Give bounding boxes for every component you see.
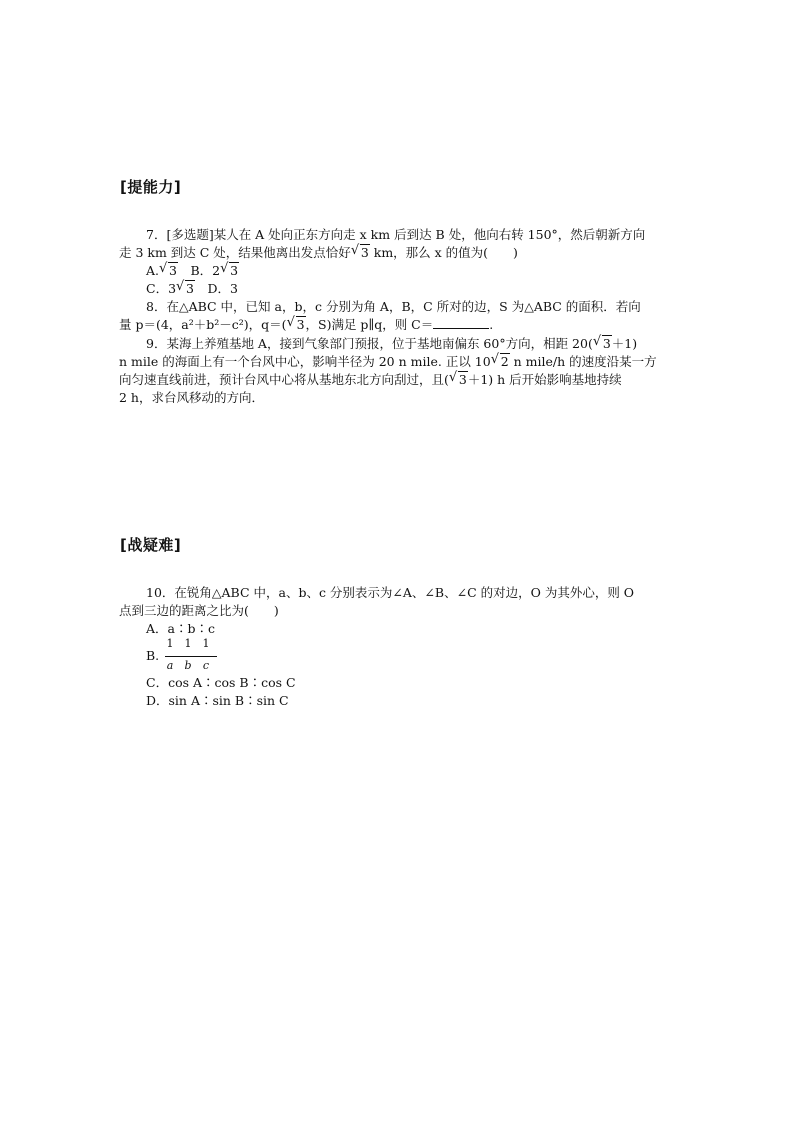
q7-option-b-radicand: 3 xyxy=(230,263,239,278)
q7-line-2 xyxy=(119,245,518,261)
q7-options-ab xyxy=(146,263,239,279)
sqrt-symbol xyxy=(177,281,195,297)
q9-line-3-text-a: 向匀速直线前进，预计台风中心将从基地东北方向刮过，且( xyxy=(119,372,449,387)
q7-option-a-radicand: 3 xyxy=(169,263,177,278)
q10-option-a: A．a∶b∶c xyxy=(146,621,215,636)
fraction-denominator: b xyxy=(184,659,192,672)
q7-option-c-radicand: 3 xyxy=(186,281,194,296)
q9-line-2-text-a: n mile 的海面上有一个台风中心，影响半径为 20 n mile. 正以 10 xyxy=(119,354,491,369)
q10-option-b-denominators xyxy=(161,659,215,672)
q9-line-1-text-a: 9．某海上养殖基地 A，接到气象部门预报，位于基地南偏东 60°方向，相距 20( xyxy=(146,336,593,351)
q10-line-2: 点到三边的距离之比为( ) xyxy=(119,603,279,618)
answer-blank xyxy=(433,317,489,329)
q8-radicand: 3 xyxy=(296,317,305,332)
q7-radicand: 3 xyxy=(360,245,369,260)
fraction-numerator: 1 xyxy=(184,637,192,650)
q9-line-2-radicand: 2 xyxy=(500,354,509,369)
q7-option-b-label: B．2 xyxy=(177,263,221,278)
q10-option-d: D．sin A∶sin B∶sin C xyxy=(146,693,289,708)
q9-line-3-radicand: 3 xyxy=(458,372,467,387)
fraction-numerator: 1 xyxy=(166,637,174,650)
q8-line-1: 8．在△ABC 中，已知 a，b，c 分别为角 A，B，C 所对的边，S 为△ABC 的面积．若向 xyxy=(146,299,641,314)
q8-line-2-end: . xyxy=(489,317,494,332)
fraction-denominator: c xyxy=(202,659,210,672)
sqrt-symbol xyxy=(160,263,178,279)
q9-line-1-radicand: 3 xyxy=(602,336,611,351)
q7-option-c-label: C．3 xyxy=(146,281,177,296)
q7-option-a-label: A. xyxy=(146,263,160,278)
sqrt-symbol xyxy=(492,354,510,370)
q9-line-1 xyxy=(146,336,637,352)
section-title-ability: [提能力] xyxy=(120,178,182,196)
q7-line-2-text-b: km，那么 x 的值为( ) xyxy=(369,245,518,260)
sqrt-symbol xyxy=(221,263,239,279)
q7-options-cd xyxy=(146,281,238,297)
q7-line-2-text-a: 走 3 km 到达 C 处，结果他离出发点恰好 xyxy=(119,245,351,260)
q9-line-2 xyxy=(119,354,657,370)
sqrt-symbol xyxy=(450,372,468,388)
q10-line-1: 10．在锐角△ABC 中，a、b、c 分别表示为∠A、∠B、∠C 的对边，O 为其外心，则 O xyxy=(146,585,635,600)
section-title-difficulty: [战疑难] xyxy=(120,536,182,554)
q7-option-d: D．3 xyxy=(194,281,238,296)
q9-line-1-text-b: ＋1) xyxy=(611,336,638,351)
q9-line-3-text-b: ＋1) h 后开始影响基地持续 xyxy=(467,372,622,387)
sqrt-symbol xyxy=(288,317,306,333)
sqrt-symbol xyxy=(594,336,612,352)
q10-option-b-label: B. xyxy=(146,648,160,663)
fraction-bar xyxy=(165,656,217,657)
fraction-denominator: a xyxy=(166,659,174,672)
q10-option-c: C．cos A∶cos B∶cos C xyxy=(146,675,296,690)
fraction-numerator: 1 xyxy=(202,637,210,650)
q8-line-2 xyxy=(119,317,493,333)
q7-line-1: 7．[多选题]某人在 A 处向正东方向走 x km 后到达 B 处，他向右转 150°，然后朝新方向 xyxy=(146,227,646,242)
q8-line-2-text-b: ，S)满足 p∥q，则 C＝ xyxy=(305,317,434,332)
q9-line-3 xyxy=(119,372,622,388)
sqrt-symbol xyxy=(352,245,370,261)
q8-line-2-text-a: 量 p＝(4，a²＋b²－c²)，q＝( xyxy=(119,317,287,332)
q9-line-4: 2 h，求台风移动的方向． xyxy=(119,390,264,405)
q9-line-2-text-b: n mile/h 的速度沿某一方 xyxy=(509,354,657,369)
